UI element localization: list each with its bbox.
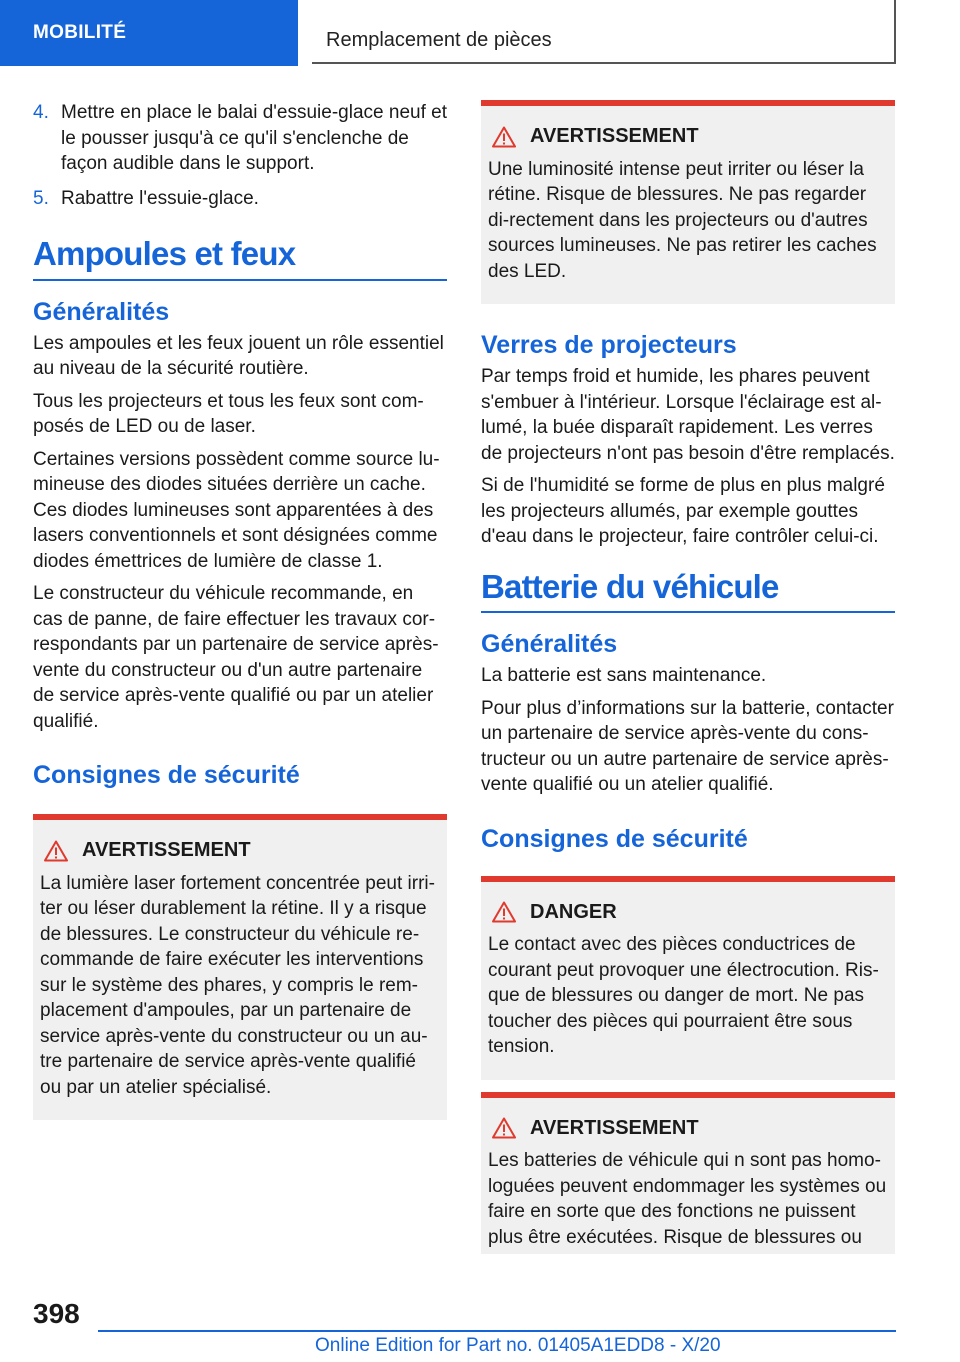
warning-box xyxy=(33,814,447,1120)
section-tab: MOBILITÉ xyxy=(0,0,298,66)
step-number: 4. xyxy=(33,102,49,123)
warning-text: Une luminosité intense peut irriter ou léser la rétine. Risque de blessures. Ne pas regarder di-rectement dans les projecteurs ou d'autres sources lumineuses. Ne pas retirer les caches des LED. xyxy=(488,158,877,282)
warning-triangle-icon xyxy=(492,126,516,148)
heading-consignes: Consignes de sécurité xyxy=(481,824,748,853)
warning-triangle-icon xyxy=(492,1117,516,1139)
step-number: 5. xyxy=(33,187,49,209)
left-column xyxy=(33,100,447,1120)
paragraph: Pour plus d’informations sur la batterie, contacter un partenaire de service après-vente du cons-tructeur ou un autre partenaire de service après-vente qualifié ou un atelier qualifié. xyxy=(481,697,894,795)
heading-consignes: Consignes de sécurité xyxy=(33,761,300,789)
paragraph: Le constructeur du véhicule recommande, en cas de panne, de faire effectuer les travaux cor-respondants par un partenaire de service après-vente du constructeur ou d'un autre partenaire de service après-vente qualifié ou par un atelier qualifié. xyxy=(33,583,439,732)
warning-header xyxy=(40,838,440,864)
warning-header xyxy=(488,1116,888,1142)
step-text: Rabattre l'essuie-glace. xyxy=(61,187,259,209)
warning-title: AVERTISSEMENT xyxy=(82,839,251,861)
heading-generalites: Généralités xyxy=(33,297,170,326)
paragraph: Tous les projecteurs et tous les feux sont com-posés de LED ou de laser. xyxy=(33,390,424,437)
warning-title: AVERTISSEMENT xyxy=(530,125,699,147)
heading-ampoules: Ampoules et feux xyxy=(33,241,447,281)
paragraph: Les ampoules et les feux jouent un rôle essentiel au niveau de la sécurité routière. xyxy=(33,332,444,379)
warning-text: Les batteries de véhicule qui n sont pas homo-loguées peuvent endommager les systèmes ou faire en sorte que des fonctions ne puissent plus être exécutées. Risque de blessures ou xyxy=(488,1150,887,1248)
paragraph: Certaines versions possèdent comme source lu-mineuse des diodes situées derrière un cache. Ces diodes lumineuses sont apparentées à des lasers conventionnels et sont désignées comme diodes émettrices de lumière de classe 1. xyxy=(33,448,440,572)
footer-divider xyxy=(98,1330,896,1332)
warning-header xyxy=(488,124,888,150)
warning-triangle-icon xyxy=(492,901,516,923)
warning-text: La lumière laser fortement concentrée peut irri-ter ou léser durablement la rétine. Il y a risque de blessures. Le constructeur du véhicule re-commande de faire exécuter les interventions sur le système des phares, y compris le rem-placement d'ampoules, par un partenaire de service après-vente du constructeur ou un au-tre partenaire de service après-vente qualifié ou par un atelier spécialisé. xyxy=(40,872,435,1098)
danger-title: DANGER xyxy=(530,900,617,923)
chapter-title: Remplacement de pièces xyxy=(312,0,896,64)
paragraph: La batterie est sans maintenance. xyxy=(481,665,767,686)
edition-note: Online Edition for Part no. 01405A1EDD8 - X/20 xyxy=(315,1335,721,1356)
danger-header xyxy=(488,900,888,926)
page-header xyxy=(0,0,960,66)
paragraph: Si de l'humidité se forme de plus en plus malgré les projecteurs allumés, par exemple gouttes d'eau dans le projecteur, faire contrôler celui-ci. xyxy=(481,475,885,547)
list-item xyxy=(33,186,447,212)
heading-batterie: Batterie du véhicule xyxy=(481,574,895,614)
warning-box xyxy=(481,1092,895,1255)
warning-title: AVERTISSEMENT xyxy=(530,1116,699,1139)
step-text: Mettre en place le balai d'essuie-glace neuf et le pousser jusqu'à ce qu'il s'enclenche de façon audible dans le support. xyxy=(61,102,447,174)
danger-text: Le contact avec des pièces conductrices de courant peut provoquer une électrocution. Ris-que de blessures ou danger de mort. Ne pas toucher des pièces qui pourraient être sous tension. xyxy=(488,934,879,1057)
right-column xyxy=(481,100,895,1254)
paragraph: Par temps froid et humide, les phares peuvent s'embuer à l'intérieur. Lorsque l'éclairage est al-lumé, la buée disparaît rapidement. Les verres de projecteurs n'ont pas besoin d'être remplacés. xyxy=(481,366,895,464)
page-number: 398 xyxy=(33,1298,80,1329)
heading-verres: Verres de projecteurs xyxy=(481,331,737,359)
warning-triangle-icon xyxy=(44,840,68,862)
heading-generalites: Généralités xyxy=(481,630,618,658)
warning-box xyxy=(481,100,895,304)
list-item xyxy=(33,100,447,177)
danger-box xyxy=(481,876,895,1080)
